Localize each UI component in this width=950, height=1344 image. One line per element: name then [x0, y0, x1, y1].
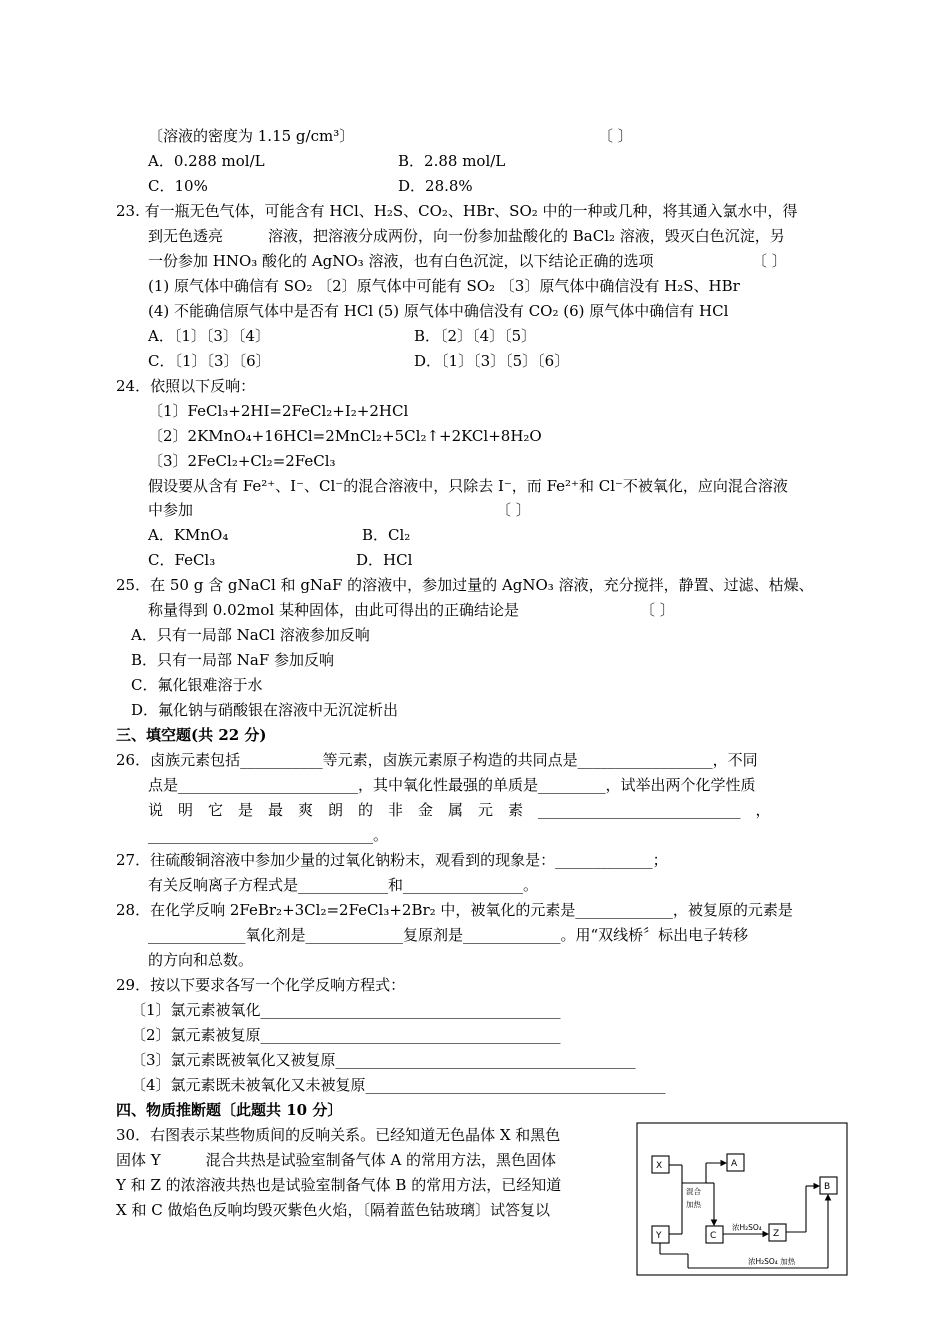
- q26-line2: 点是________________________，其中氧化性最强的单质是_________，试举出两个化学性质: [148, 776, 756, 794]
- section-heading-fill-in: 三、填空题(共 22 分): [116, 726, 267, 744]
- q23-stem-line2: 到无色透亮 溶液，把溶液分成两份，向一份参加盐酸化的 BaCl₂ 溶液，毁灭白色沉淀，另: [148, 227, 785, 245]
- q27-line1: 27．往硫酸铜溶液中参加少量的过氧化钠粉末，观看到的现象是：_____________；: [116, 851, 668, 869]
- q25-stem-line1: 25．在 50 g 含 gNaCl 和 gNaF 的溶液中，参加过量的 AgNO₃ 溶液，充分搅拌，静置、过滤、枯燥、: [116, 576, 814, 594]
- q24-stem-line1: 假设要从含有 Fe²⁺、I⁻、Cl⁻的混合溶液中，只除去 I⁻，而 Fe²⁺和 Cl⁻不被氧化，应向混合溶液: [148, 477, 788, 495]
- edge-label-conc-h2so4: 浓H₂SO₄: [732, 1223, 762, 1232]
- q23-stem-line3: 一份参加 HNO₃ 酸化的 AgNO₃ 溶液，也有白色沉淀，以下结论正确的选项: [148, 252, 654, 270]
- q24-reaction-3: 〔3〕2FeCl₂+Cl₂=2FeCl₃: [148, 452, 336, 470]
- q28-line1: 28．在化学反响 2FeBr₂+3Cl₂=2FeCl₃+2Br₂ 中，被氧化的元素是_____________，被复原的元素是: [116, 901, 793, 919]
- edge-label-conc-h2so4-heat: 浓H₂SO₄ 加热: [748, 1257, 796, 1266]
- option-c: C．氟化银难溶于水: [131, 676, 263, 694]
- node-b-label: B: [824, 1182, 831, 1192]
- option-b: B．只有一局部 NaF 参加反响: [131, 651, 335, 669]
- q23-statements-1: (1) 原气体中确信有 SO₂ 〔2〕原气体中可能有 SO₂ 〔3〕原气体中确信没有 H₂S、HBr: [148, 277, 740, 295]
- q29-item-2: 〔2〕氯元素被复原________________________________________: [131, 1026, 561, 1044]
- q29-item-1: 〔1〕氯元素被氧化________________________________________: [131, 1001, 561, 1019]
- edge-label-heat: 加热: [686, 1200, 701, 1209]
- q23-stem-line1: 23. 有一瓶无色气体，可能含有 HCl、H₂S、CO₂、HBr、SO₂ 中的一种或几种，将其通入氯水中，得: [116, 202, 798, 220]
- node-a-label: A: [731, 1159, 738, 1169]
- q27-line2: 有关反响离子方程式是____________和________________。: [148, 876, 539, 894]
- option-d: D．氟化钠与硝酸银在溶液中无沉淀析出: [131, 701, 399, 719]
- q29-item-3: 〔3〕氯元素既被氧化又被复原________________________________________: [131, 1051, 636, 1069]
- option-a: A．〔1〕〔3〕〔4〕: [148, 327, 270, 345]
- option-c: C．10%: [148, 177, 208, 195]
- q30-line2: 固体 Y 混合共热是试验室制备气体 A 的常用方法，黑色固体: [116, 1151, 557, 1169]
- option-c: C．〔1〕〔3〕〔6〕: [148, 352, 271, 370]
- q29-title: 29．按以下要求各写一个化学反响方程式：: [116, 976, 406, 994]
- q28-line3: 的方向和总数。: [148, 951, 254, 969]
- answer-paren: 〔 〕: [752, 252, 787, 270]
- reaction-diagram: [636, 1122, 848, 1276]
- option-d: D．〔1〕〔3〕〔5〕〔6〕: [414, 352, 570, 370]
- q24-stem-line2: 中参加: [148, 501, 194, 519]
- q24-reaction-1: 〔1〕FeCl₃+2HI=2FeCl₂+I₂+2HCl: [148, 402, 409, 420]
- answer-paren: 〔 〕: [496, 501, 531, 519]
- q26-line3: 说 明 它 是 最 爽 朗 的 非 金 属 元 素 ___________________________ ，: [148, 801, 771, 819]
- option-a: A．只有一局部 NaCl 溶液参加反响: [131, 626, 370, 644]
- option-b: B．Cl₂: [362, 526, 411, 544]
- option-b: B．〔2〕〔4〕〔5〕: [414, 327, 537, 345]
- answer-paren: 〔 〕: [640, 601, 675, 619]
- option-a: A．0.288 mol/L: [148, 152, 265, 170]
- q30-line3: Y 和 Z 的浓溶液共热也是试验室制备气体 B 的常用方法，已经知道: [116, 1176, 562, 1194]
- q24-reaction-2: 〔2〕2KMnO₄+16HCl=2MnCl₂+5Cl₂↑+2KCl+8H₂O: [148, 427, 542, 445]
- node-x-label: X: [656, 1161, 663, 1171]
- diagram-frame: [637, 1123, 847, 1275]
- q30-line1: 30．右图表示某些物质间的反响关系。已经知道无色晶体 X 和黑色: [116, 1126, 561, 1144]
- option-b: B．2.88 mol/L: [398, 152, 506, 170]
- q29-item-4: 〔4〕氯元素既未被氧化又未被复原________________________________________: [131, 1076, 666, 1094]
- node-c-label: C: [710, 1231, 717, 1241]
- q23-statements-2: (4) 不能确信原气体中是否有 HCl (5) 原气体中确信没有 CO₂ (6) 原气体中确信有 HCl: [148, 302, 729, 320]
- section-heading-inference: 四、物质推断题〔此题共 10 分〕: [116, 1101, 343, 1119]
- q24-title: 24．依照以下反响：: [116, 377, 256, 395]
- edge-label-mix: 混合: [686, 1187, 701, 1196]
- option-c: C．FeCl₃: [148, 551, 216, 569]
- q26-line4: ______________________________。: [148, 826, 389, 844]
- node-z-label: Z: [773, 1229, 780, 1239]
- answer-paren: 〔 〕: [598, 127, 633, 145]
- q26-line1: 26．卤族元素包括___________等元素，卤族元素原子构造的共同点是__________________，不同: [116, 751, 758, 769]
- option-a: A．KMnO₄: [148, 526, 229, 544]
- option-d: D．HCl: [356, 551, 413, 569]
- q25-stem-line2: 称量得到 0.02mol 某种固体，由此可得出的正确结论是: [148, 601, 519, 619]
- node-y-label: Y: [656, 1231, 662, 1241]
- q22-density-note: 〔溶液的密度为 1.15 g/cm³〕: [148, 127, 355, 145]
- q28-line2: _____________氧化剂是_____________复原剂是_____________。用“双线桥〞标出电子转移: [148, 926, 749, 944]
- option-d: D．28.8%: [398, 177, 473, 195]
- q30-line4: X 和 C 做焰色反响均毁灭紫色火焰，〔隔着蓝色钴玻璃〕试答复以: [116, 1201, 550, 1219]
